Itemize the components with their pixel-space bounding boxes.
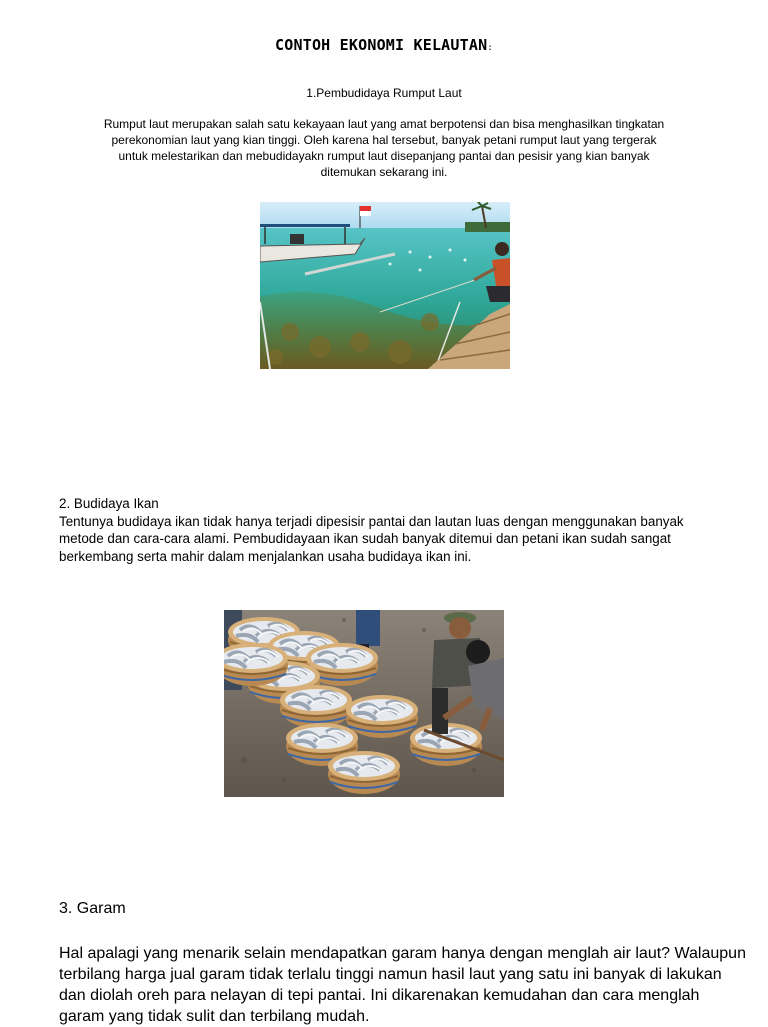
seaweed-farm-photo bbox=[260, 202, 510, 369]
fish-baskets-photo bbox=[224, 610, 504, 797]
document-title-suffix: : bbox=[487, 43, 493, 53]
document-title-text: CONTOH EKONOMI KELAUTAN bbox=[275, 36, 488, 54]
document-title bbox=[0, 36, 768, 54]
section2-body: Tentunya budidaya ikan tidak hanya terjadi dipesisir pantai dan lautan luas dengan menggunakan banyak metode dan cara-cara alami. Pembudidayaan ikan sudah banyak ditemui dan petani ikan sudah sangat berkembang serta mahir dalam menjalankan usaha budidaya ikan ini. bbox=[59, 513, 684, 564]
section3-heading: 3. Garam bbox=[59, 900, 126, 917]
section3-body: Hal apalagi yang menarik selain mendapatkan garam hanya dengan menglah air laut? Walaupun terbilang harga jual garam tidak terlalu tinggi namun hasil laut yang satu ini banyak di lakukan dan diolah oreh para nelayan di tepi pantai. Ini dikarenakan kemudahan dan cara menglah garam yang tidak sulit dan terbilang mudah. bbox=[59, 945, 746, 1025]
section1-body: Rumput laut merupakan salah satu kekayaan laut yang amat berpotensi dan bisa menghasilkan tingkatan perekonomian laut yang kian tinggi. Oleh karena hal tersebut, banyak petani rumput laut yang tergerak untuk melestarikan dan mebudidayakn rumput laut disepanjang pantai dan pesisir yang kian banyak ditemukan sekarang ini. bbox=[103, 117, 665, 179]
section2-heading: 2. Budidaya Ikan bbox=[59, 496, 159, 511]
section2 bbox=[59, 495, 719, 565]
section1-heading: 1.Pembudidaya Rumput Laut bbox=[306, 86, 462, 100]
